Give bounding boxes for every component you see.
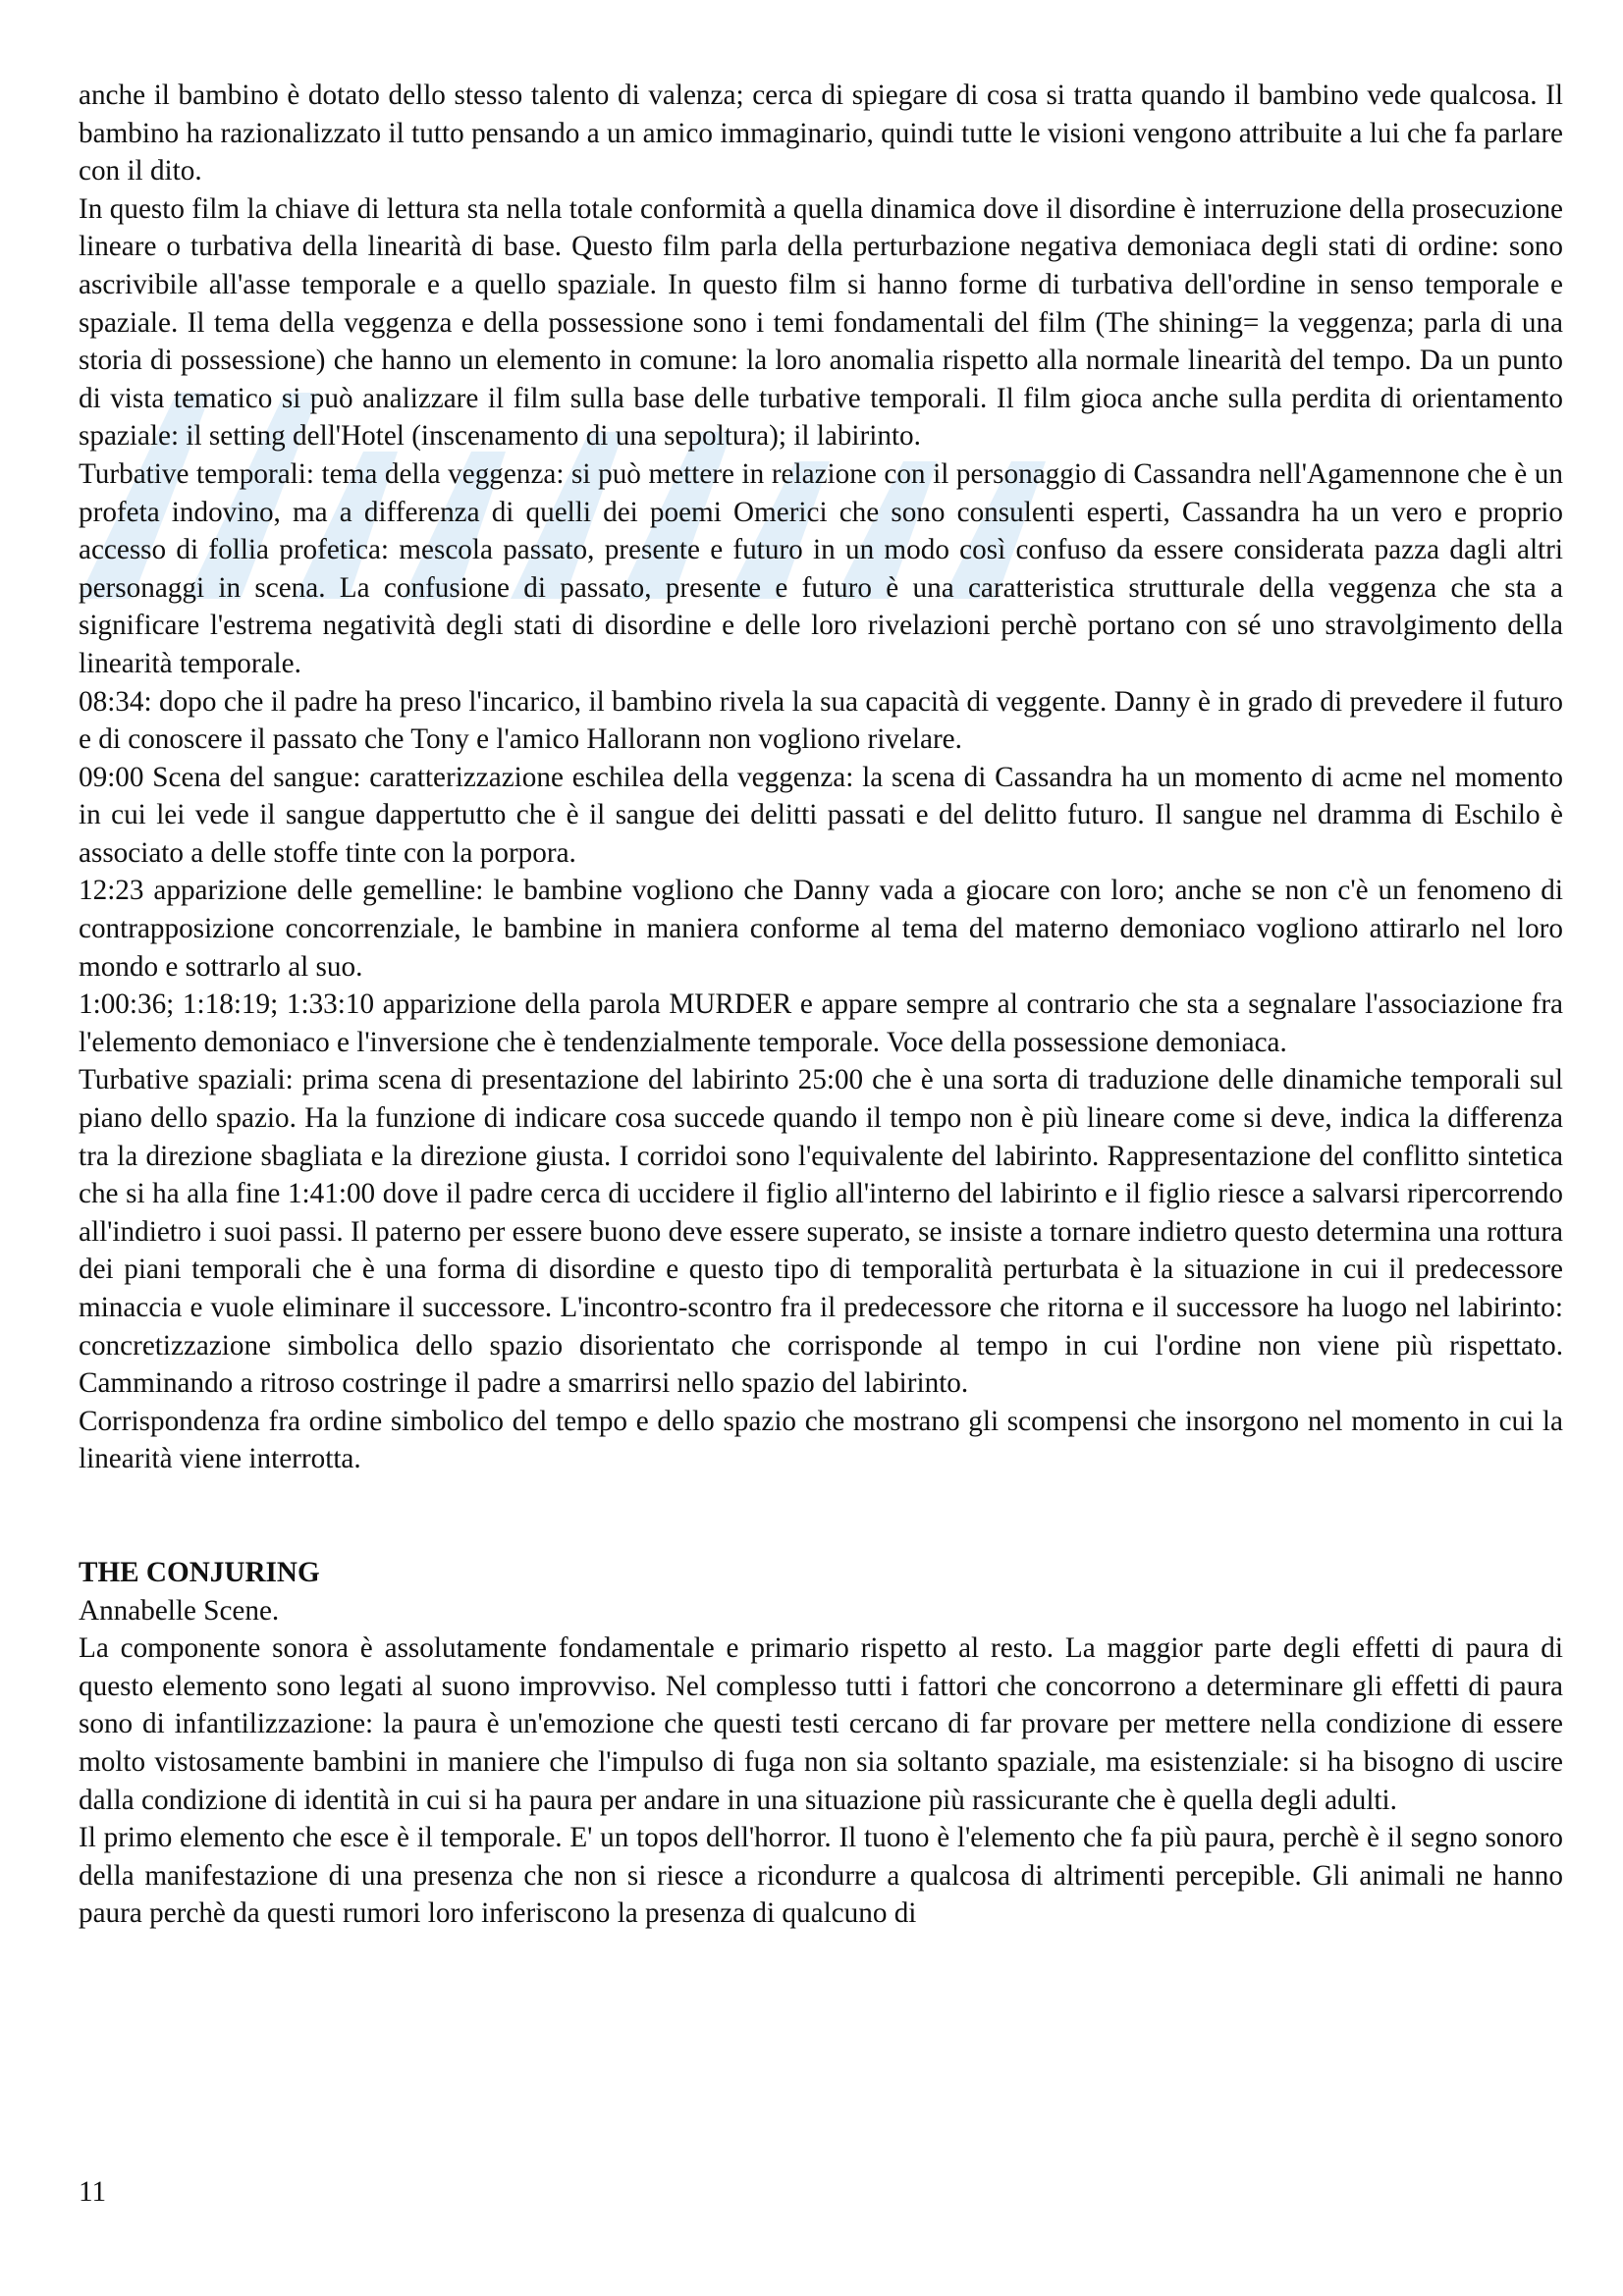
paragraph: In questo film la chiave di lettura sta nella totale conformità a quella dinamica dove il disordine è interruzione della prosecuzione lineare o turbativa della linearità di base. Questo film parla della perturbazione negativa demoniaca degli stati di ordine: sono ascrivibile all'asse temporale e a quello spaziale. In questo film si hanno forme di turbativa dell'ordine in senso temporale e spaziale. Il tema della veggenza e della possessione sono i temi fondamentali del film (The shining= la veggenza; parla di una storia di possessione) che hanno un elemento in comune: la loro anomalia rispetto alla normale linearità del tempo. Da un punto di vista tematico si può analizzare il film sulla base delle turbative temporali. Il film gioca anche sulla perdita di orientamento spaziale: il setting dell'Hotel (inscenamento di una sepoltura); il labirinto. [79,192,1563,453]
paragraph: Corrispondenza fra ordine simbolico del tempo e dello spazio che mostrano gli scompensi che insorgono nel momento in cui la linearità viene interrotta. [79,1405,1563,1475]
section-spacer [79,1478,1563,1554]
paragraph: Turbative spaziali: prima scena di presentazione del labirinto 25:00 che è una sorta di traduzione delle dinamiche temporali sul piano dello spazio. Ha la funzione di indicare cosa succede quando il tempo non è più lineare come si deve, indica la differenza tra la direzione sbagliata e la direzione giusta. I corridoi sono l'equivalente del labirinto. Rappresentazione del conflitto sintetica che si ha alla fine 1:41:00 dove il padre cerca di uccidere il figlio all'interno del labirinto e il figlio riesce a salvarsi ripercorrendo all'indietro i suoi passi. Il paterno per essere buono deve essere superato, se insiste a tornare indietro questo determina una rottura dei piani temporali che è una forma di disordine e questo tipo di temporalità perturbata è la situazione in cui il predecessore minaccia e vuole eliminare il successore. L'incontro-scontro fra il predecessore che ritorna e il successore ha luogo nel labirinto: concretizzazione simbolica dello spazio disorientato che corrisponde al tempo in cui l'ordine non viene più rispettato. Camminando a ritroso costringe il padre a smarrirsi nello spazio del labirinto. [79,1064,1563,1400]
paragraph: Turbative temporali: tema della veggenza: si può mettere in relazione con il personaggio di Cassandra nell'Agamennone che è un profeta indovino, ma a differenza di quelli dei poemi Omerici che sono consulenti esperti, Cassandra ha un vero e proprio accesso di follia profetica: mescola passato, presente e futuro in un modo così confuso da essere considerata pazza dagli altri personaggi in scena. La confusione di passato, presente e futuro è una caratteristica strutturale della veggenza che sta a significare l'estrema negatività degli stati di disordine e delle loro rivelazioni perchè portano con sé uno stravolgimento della linearità temporale. [79,457,1563,679]
paragraph: 09:00 Scena del sangue: caratterizzazione eschilea della veggenza: la scena di Cassandra ha un momento di acme nel momento in cui lei vede il sangue dappertutto che è il sangue dei delitti passati e del delitto futuro. Il sangue nel dramma di Eschilo è associato a delle stoffe tinte con la porpora. [79,761,1563,869]
page-number: 11 [79,2176,107,2208]
paragraph: 08:34: dopo che il padre ha preso l'incarico, il bambino rivela la sua capacità di veggente. Danny è in grado di prevedere il futuro e di conoscere il passato che Tony e l'amico Hallorann non vogliono rivelare. [79,685,1563,756]
paragraph: Annabelle Scene. [79,1594,280,1627]
paragraph: 1:00:36; 1:18:19; 1:33:10 apparizione della parola MURDER e appare sempre al contrario che sta a segnalare l'associazione fra l'elemento demoniaco e l'inversione che è tendenzialmente temporale. Voce della possessione demoniaca. [79,988,1563,1058]
section-heading: THE CONJURING [79,1556,320,1588]
page-content [79,77,1563,1933]
paragraph: La componente sonora è assolutamente fondamentale e primario rispetto al resto. La maggior parte degli effetti di paura di questo elemento sono legati al suono improvviso. Nel complesso tutti i fattori che concorrono a determinare gli effetti di paura sono di infantilizzazione: la paura è un'emozione che questi testi cercano di far provare per mettere nella condizione di essere molto vistosamente bambini in maniere che l'impulso di fuga non sia soltanto spaziale, ma esistenziale: si ha bisogno di uscire dalla condizione di identità in cui si ha paura per andare in una situazione più rassicurante che è quella degli adulti. [79,1632,1563,1816]
paragraph: 12:23 apparizione delle gemelline: le bambine vogliono che Danny vada a giocare con loro; anche se non c'è un fenomeno di contrapposizione concorrenziale, le bambine in maniera conforme al tema del materno demoniaco vogliono attirarlo nel loro mondo e sottrarlo al suo. [79,875,1563,983]
paragraph: Il primo elemento che esce è il temporale. E' un topos dell'horror. Il tuono è l'elemento che fa più paura, perchè è il segno sonoro della manifestazione di una presenza che non si riesce a ricondurre a qualcosa di altrimenti percepible. Gli animali ne hanno paura perchè da questi rumori loro inferiscono la presenza di qualcuno di [79,1822,1563,1930]
paragraph: anche il bambino è dotato dello stesso talento di valenza; cerca di spiegare di cosa si tratta quando il bambino vede qualcosa. Il bambino ha razionalizzato il tutto pensando a un amico immaginario, quindi tutte le visioni vengono attribuite a lui che fa parlare con il dito. [79,80,1563,187]
